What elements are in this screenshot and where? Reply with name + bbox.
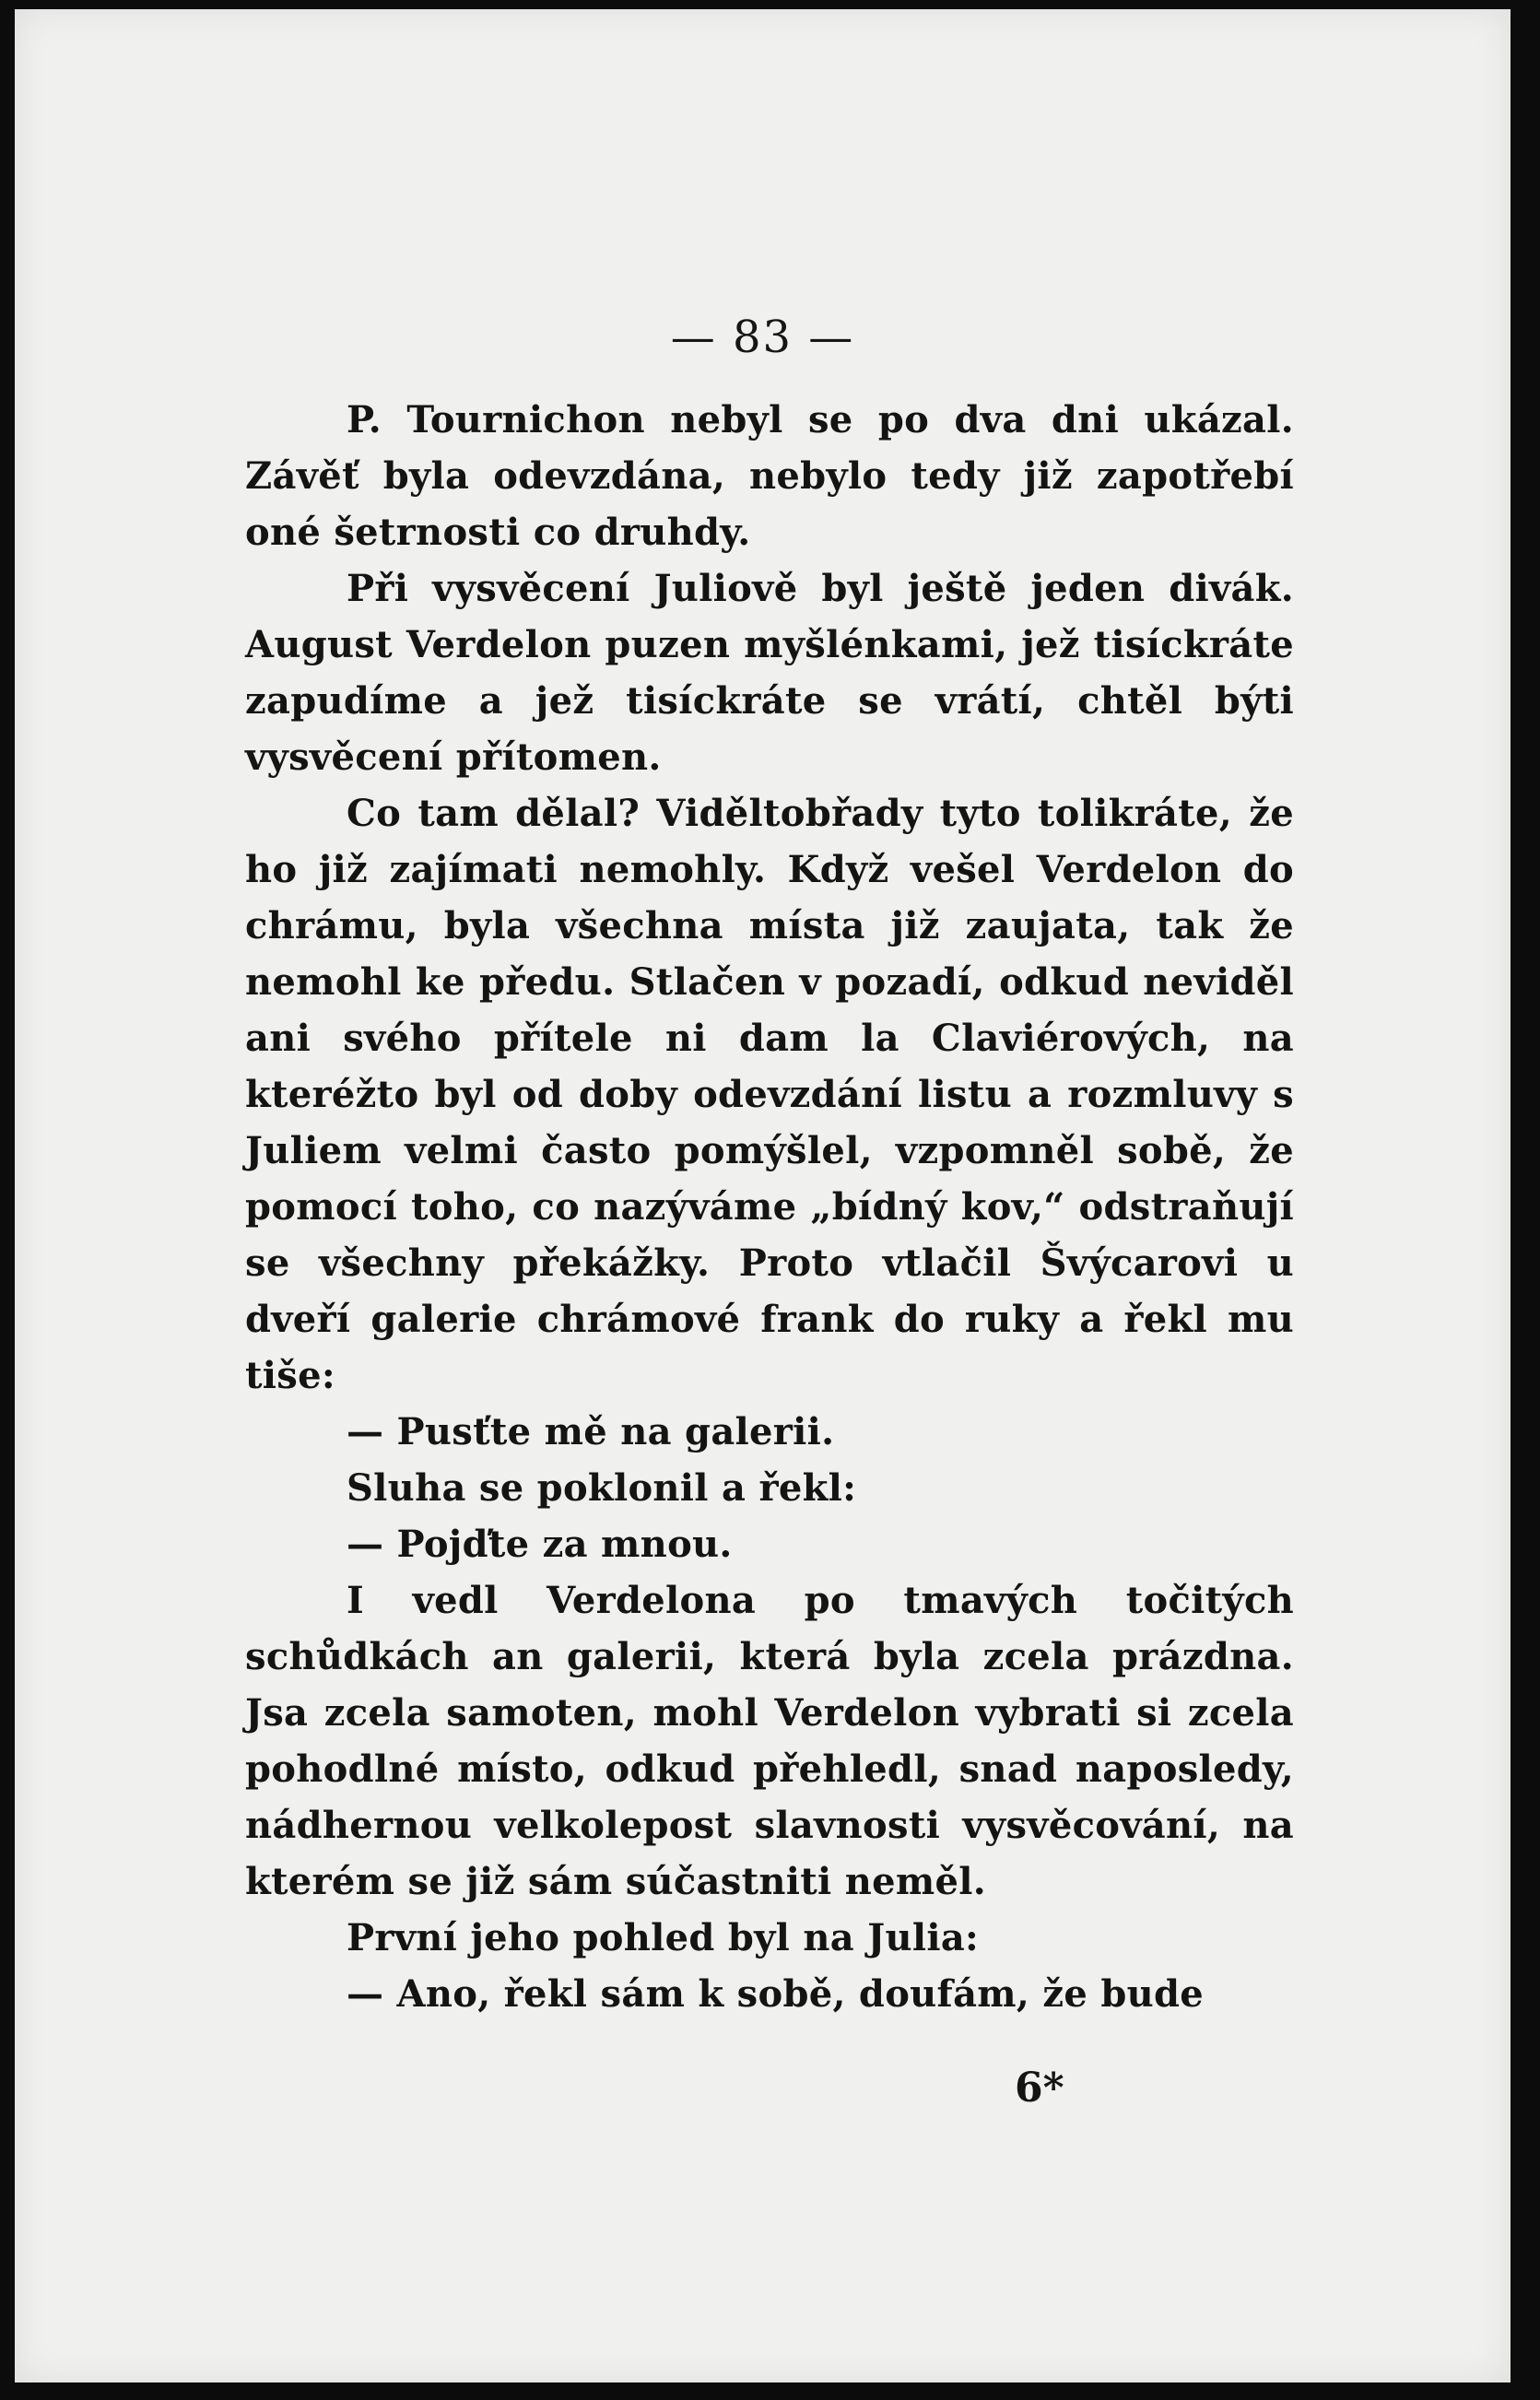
paragraph: Při vysvěcení Juliově byl ještě jeden divák. August Verdelon puzen myšlénkami, jež tisíckráte zapudíme a jež tisíckráte se vrátí, chtěl býti vysvěcení přítomen. [245,567,1294,779]
signature-mark: 6* [1015,2065,1064,2112]
body-text [245,392,1294,2022]
paragraph: I vedl Verdelona po tmavých točitých schůdkách an galerii, která byla zcela prázdna. Jsa zcela samoten, mohl Verdelon vybrati si zcela pohodlné místo, odkud přehledl, snad naposledy, nádhernou velkolepost slavnosti vysvěcování, na kterém se již sám súčastniti neměl. [245,1579,1294,1903]
page-number: — 83 — [670,312,855,363]
book-page [15,9,1511,2382]
paragraph: — Pusťte mě na galerii. [347,1410,835,1453]
paragraph: Co tam dělal? Viděltobřady tyto tolikráte, že ho již zajímati nemohly. Když vešel Verdelon do chrámu, byla všechna místa již zaujata, tak že nemohl ke předu. Stlačen v pozadí, odkud neviděl ani svého přítele ni dam la Claviérových, na kteréžto byl od doby odevzdání listu a rozmluvy s Juliem velmi často pomýšlel, vzpomněl sobě, že pomocí toho, co nazýváme „bídný kov,“ odstraňují se všechny překážky. Proto vtlačil Švýcarovi u dveří galerie chrámové frank do ruky a řekl mu tiše: [245,792,1294,1397]
paragraph: P. Tournichon nebyl se po dva dni ukázal. Závěť byla odevzdána, nebylo tedy již zapotřebí oné šetrnosti co druhdy. [245,398,1294,554]
paragraph: První jeho pohled byl na Julia: [347,1916,980,1959]
paragraph: — Pojďte za mnou. [347,1523,733,1566]
paragraph: Sluha se poklonil a řekl: [347,1466,857,1510]
paragraph: — Ano, řekl sám k sobě, doufám, že bude [347,1972,1205,2016]
